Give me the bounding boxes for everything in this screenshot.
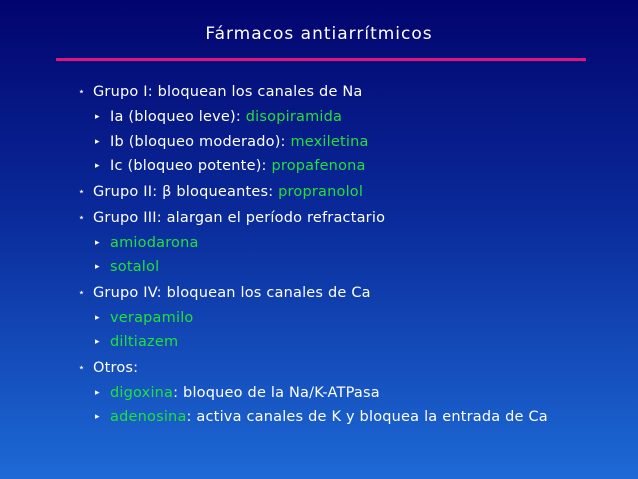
triangle-right-icon: ▸: [95, 262, 100, 272]
item-text: Otros:: [93, 359, 139, 376]
list-item: [78, 355, 628, 381]
sub-list-item: [78, 130, 628, 155]
star-icon: ⋆: [78, 360, 86, 374]
drug-name: disopiramida: [245, 109, 343, 125]
sub-list-item: [78, 154, 628, 179]
triangle-right-icon: ▸: [95, 237, 100, 248]
star-icon: ⋆: [78, 285, 86, 299]
item-text: Grupo IV: bloquean los canales de Ca: [93, 284, 371, 301]
item-text: Ia (bloqueo leve):: [110, 109, 246, 125]
title-divider: [56, 58, 586, 61]
item-text: Ib (bloqueo moderado):: [110, 133, 291, 150]
item-text: Grupo II: β bloqueantes:: [93, 183, 279, 200]
list-item: [78, 280, 628, 306]
triangle-right-icon: ▸: [95, 112, 100, 122]
triangle-right-icon: ▸: [95, 337, 100, 347]
drug-name: propafenona: [271, 158, 366, 174]
drug-name: verapamilo: [110, 309, 194, 326]
triangle-right-icon: ▸: [95, 136, 100, 147]
item-text: : activa canales de K y bloquea la entrada de Ca: [186, 409, 548, 425]
triangle-right-icon: ▸: [95, 387, 100, 398]
sub-list-item: [78, 231, 628, 256]
sub-list-item: [78, 381, 628, 406]
star-icon: ⋆: [78, 184, 86, 198]
list-item: [78, 179, 628, 205]
sub-list-item: [78, 105, 628, 130]
item-text: : bloqueo de la Na/K-ATPasa: [173, 384, 380, 401]
slide-title: Fármacos antiarrítmicos: [205, 24, 433, 44]
drug-name: mexiletina: [290, 133, 369, 150]
list-item: [78, 79, 628, 105]
triangle-right-icon: ▸: [95, 312, 100, 323]
star-icon: ⋆: [78, 85, 86, 98]
bullet-list: [78, 79, 628, 430]
drug-name: sotalol: [110, 259, 160, 275]
list-item: [78, 205, 628, 231]
drug-name: amiodarona: [110, 234, 199, 251]
sub-list-item: [78, 306, 628, 331]
drug-name: diltiazem: [110, 334, 179, 350]
item-text: Ic (bloqueo potente):: [110, 158, 272, 174]
item-text: Grupo III: alargan el período refractario: [93, 209, 386, 226]
drug-name: propranolol: [278, 183, 364, 200]
sub-list-item: [78, 330, 628, 355]
sub-list-item: [78, 405, 628, 430]
drug-name: adenosina: [110, 409, 187, 425]
star-icon: ⋆: [78, 210, 86, 224]
drug-name: digoxina: [110, 384, 174, 401]
sub-list-item: [78, 255, 628, 280]
triangle-right-icon: ▸: [95, 161, 100, 171]
triangle-right-icon: ▸: [95, 412, 100, 422]
item-text: Grupo I: bloquean los canales de Na: [93, 84, 363, 100]
